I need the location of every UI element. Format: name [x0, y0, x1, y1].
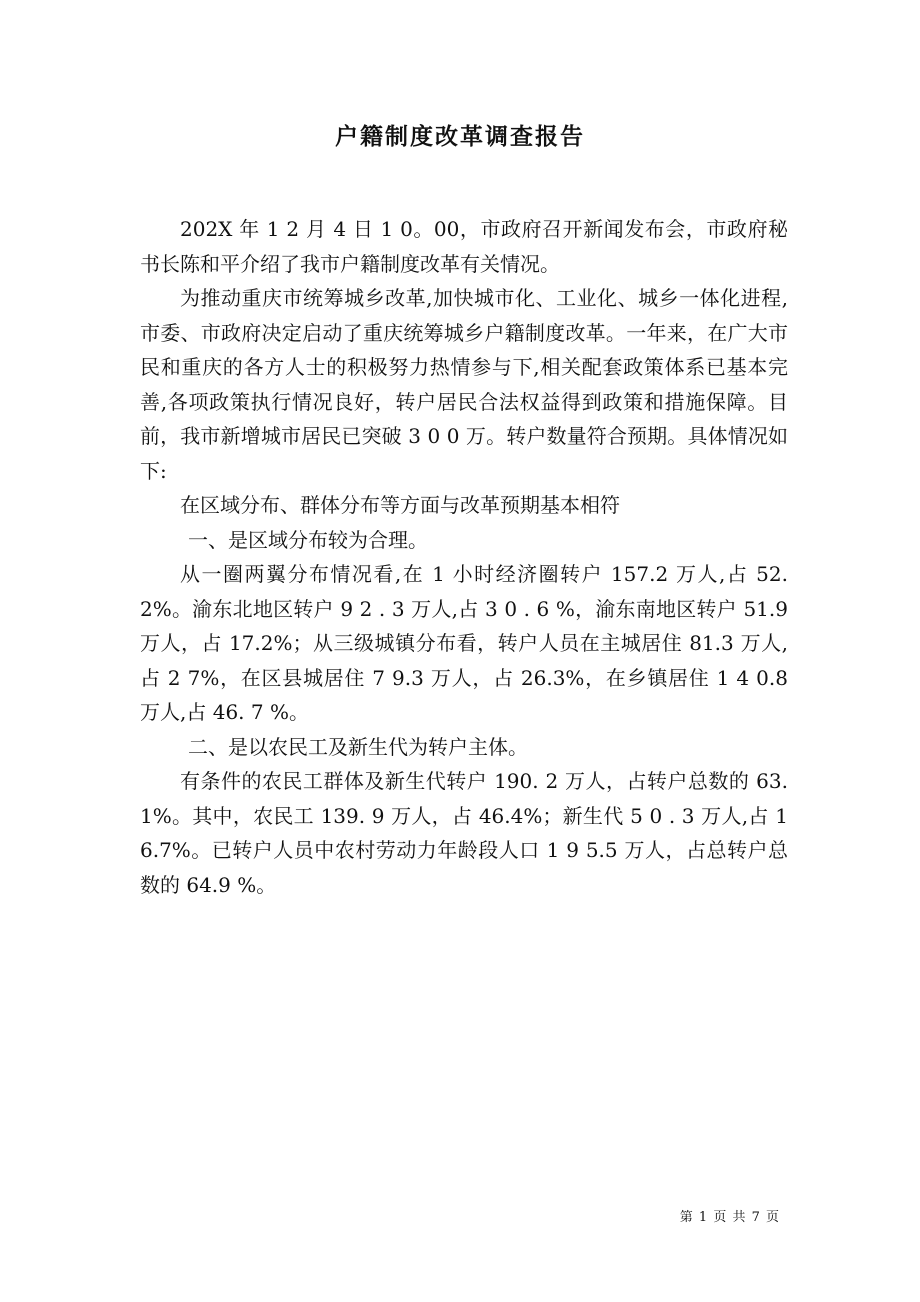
paragraph-press-conference: 202X 年 1 2 月 4 日 1 0。00，市政府召开新闻发布会，市政府秘书长陈和平介绍了我市户籍制度改革有关情况。 — [140, 217, 788, 276]
document-body — [140, 212, 788, 902]
paragraph-reform-overview: 为推动重庆市统筹城乡改革,加快城市化、工业化、城乡一体化进程,市委、市政府决定启动了重庆统筹城乡户籍制度改革。一年来，在广大市民和重庆的各方人士的积极努力热情参与下,相关配套政策体系已基本完善,各项政策执行情况良好，转户居民合法权益得到政策和措施保障。目前，我市新增城市居民已突破 3 0 0 万。转户数量符合预期。具体情况如下: — [140, 286, 788, 483]
document-title: 户籍制度改革调查报告 — [335, 123, 585, 150]
page-number-footer: 第 1 页 共 7 页 — [679, 1210, 780, 1225]
paragraph-regional-distribution: 从一圈两翼分布情况看,在 1 小时经济圈转户 157.2 万人,占 52.2%。渝东北地区转户 9 2 . 3 万人,占 3 0 . 6 %，渝东南地区转户 51.9 万人，占 17.2%；从三级城镇分布看，转户人员在主城居住 81.3 万人,占 2 7%，在区县城居住 7 9.3 万人，占 26.3%，在乡镇居住 1 4 0.8 万人,占 46. 7 %。 — [140, 562, 788, 724]
paragraph-migrant-workers: 有条件的农民工群体及新生代转户 190. 2 万人，占转户总数的 63.1%。其中，农民工 139. 9 万人，占 46.4%；新生代 5 0 . 3 万人,占 16.7%。已转户人员中农村劳动力年龄段人口 1 9 5.5 万人，占总转户总数的 64.9 %。 — [140, 769, 788, 897]
paragraph-distribution-summary: 在区域分布、群体分布等方面与改革预期基本相符 — [180, 493, 620, 517]
section-heading-regional-distribution: 一、是区域分布较为合理。 — [188, 527, 428, 552]
section-heading-migrant-workers: 二、是以农民工及新生代为转户主体。 — [188, 734, 528, 759]
